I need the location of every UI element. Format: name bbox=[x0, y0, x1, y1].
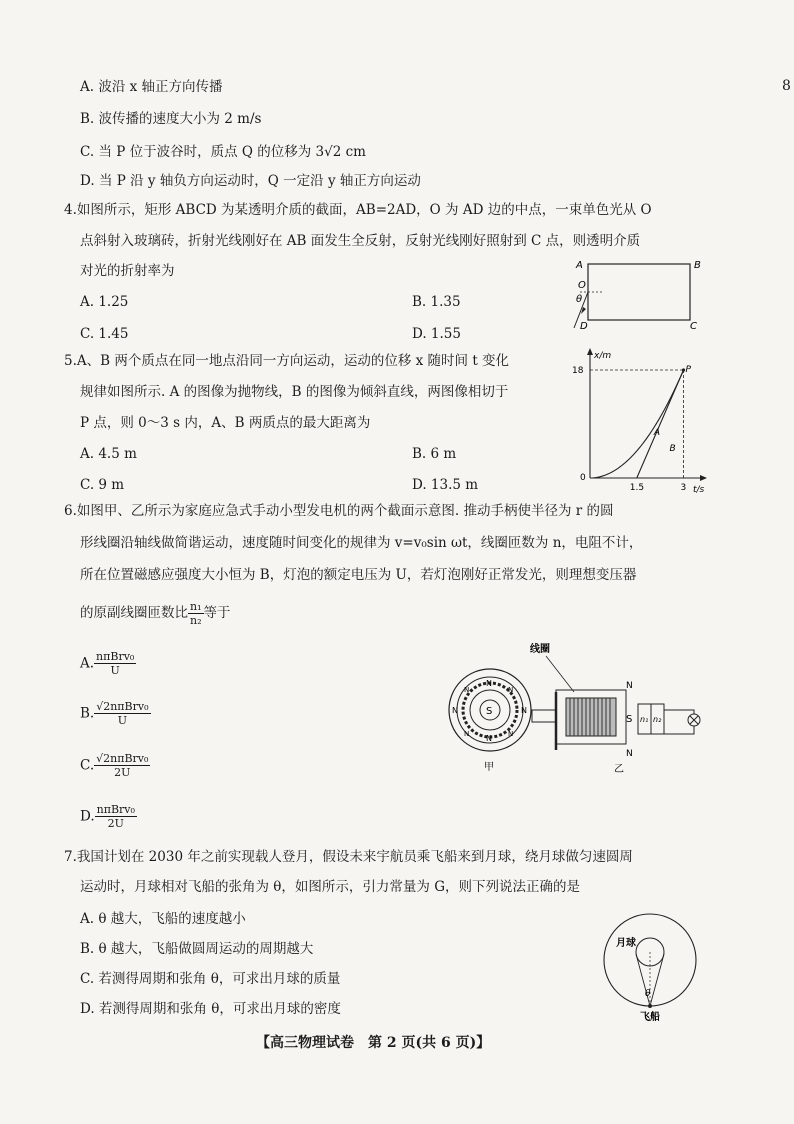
x-tick-3: 3 bbox=[680, 483, 687, 493]
q5-option-c: C. 9 m bbox=[80, 477, 125, 493]
chart-y-arrow bbox=[587, 348, 593, 355]
q4-option-a: A. 1.25 bbox=[80, 294, 129, 310]
chart-xlabel: t/s bbox=[693, 485, 705, 494]
q4-label-c: C bbox=[690, 321, 697, 332]
jia-label-n-bl: N bbox=[464, 730, 470, 738]
chart-origin-label: 0 bbox=[580, 473, 586, 483]
q7-option-c: C. 若测得周期和张角 θ，可求出月球的质量 bbox=[80, 971, 341, 987]
q6-figure-jia bbox=[446, 664, 536, 774]
q4-label-theta: θ bbox=[576, 294, 583, 305]
q7-ship-label: 飞船 bbox=[640, 1012, 660, 1022]
q7-option-b: B. θ 越大，飞船做圆周运动的周期越大 bbox=[80, 941, 314, 957]
yi-label-n-top: N bbox=[626, 681, 633, 691]
yi-label-n1: n₁ bbox=[640, 715, 649, 724]
q4-label-o: O bbox=[578, 280, 586, 291]
q5-option-b: B. 6 m bbox=[412, 446, 457, 462]
q3-option-a: A. 波沿 x 轴正方向传播 bbox=[80, 79, 223, 95]
series-a-label: A bbox=[653, 427, 661, 438]
yi-label-n2: n₂ bbox=[653, 715, 662, 724]
q5-option-d: D. 13.5 m bbox=[412, 477, 479, 493]
q7-option-d: D. 若测得周期和张角 θ，可求出月球的密度 bbox=[80, 1001, 341, 1017]
yi-label-n-bottom: N bbox=[626, 749, 633, 759]
y-tick-18: 18 bbox=[572, 366, 584, 376]
q6-stem-line-4: 的原副线圈匝数比 $\frac{\text{n₁}}{\text{n₂}}$ 等于 bbox=[80, 600, 231, 627]
series-b-label: B bbox=[669, 444, 676, 454]
q5-option-a: A. 4.5 m bbox=[80, 446, 137, 462]
q5-stem-line-2: 规律如图所示. A 的图像为抛物线，B 的图像为倾斜直线，两图像相切于 bbox=[80, 384, 509, 400]
q7-moon-label: 月球 bbox=[616, 938, 636, 949]
q3-option-c: C. 当 P 位于波谷时，质点 Q 的位移为 3√2 cm bbox=[80, 144, 366, 160]
page-footer: 【高三物理试卷 第 2 页(共 6 页)】 bbox=[256, 1035, 491, 1051]
q3-option-b: B. 波传播的速度大小为 2 m/s bbox=[80, 111, 262, 127]
q4-label-a: A bbox=[576, 260, 583, 271]
jia-label-n-bottom: N bbox=[486, 734, 492, 743]
q3-option-d: D. 当 P 沿 y 轴负方向运动时，Q 一定沿 y 轴正方向运动 bbox=[80, 173, 421, 189]
q4-option-c: C. 1.45 bbox=[80, 326, 129, 342]
q7-theta-label: θ bbox=[645, 989, 651, 999]
point-p-label: P bbox=[685, 365, 691, 375]
q6-stem-line-2: 形线圈沿轴线做简谐运动，速度随时间变化的规律为 v=v₀sin ωt，线圈匝数为 n，电阻不计， bbox=[80, 535, 643, 551]
q5-stem-line-1: 5.A、B 两个质点在同一地点沿同一方向运动，运动的位移 x 随时间 t 变化 bbox=[64, 353, 510, 369]
page-corner-mark: 8 bbox=[782, 78, 791, 94]
jia-label-n-right: N bbox=[521, 706, 527, 715]
q6-option-b: B. $\frac{\text{√2nπBrv₀}}{U}$ bbox=[80, 700, 149, 727]
q6-option-d: D. $\frac{\text{nπBrv₀}}{2U}$ bbox=[80, 803, 135, 830]
q7-stem-line-1: 7.我国计划在 2030 年之前实现载人登月，假设未来宇航员乘飞船来到月球，绕月球做匀速圆周 bbox=[64, 849, 633, 865]
figure-jia-caption: 甲 bbox=[484, 762, 494, 773]
q4-option-d: D. 1.55 bbox=[412, 326, 461, 342]
x-tick-1-5: 1.5 bbox=[629, 483, 645, 493]
series-b-line bbox=[637, 370, 684, 478]
q4-label-b: B bbox=[694, 260, 701, 271]
chart-x-arrow bbox=[700, 475, 707, 481]
q6-stem-line-3: 所在位置磁感应强度大小恒为 B，灯泡的额定电压为 U，若灯泡刚好正常发光，则理想变压器 bbox=[80, 567, 637, 583]
jia-label-n-tr: N bbox=[508, 686, 514, 694]
q7-orbit-figure bbox=[600, 912, 700, 1022]
jia-label-s: S bbox=[486, 706, 493, 717]
q5-xt-chart bbox=[568, 346, 713, 494]
q6-figure-yi bbox=[530, 640, 706, 774]
q4-stem-line-1: 4.如图所示，矩形 ABCD 为某透明介质的截面，AB=2AD，O 为 AD 边的中点，一束单色光从 O bbox=[64, 202, 652, 218]
yi-label-s: S bbox=[626, 714, 633, 725]
q4-label-d: D bbox=[580, 321, 588, 332]
q4-stem-line-3: 对光的折射率为 bbox=[80, 263, 175, 279]
chart-ylabel: x/m bbox=[594, 351, 612, 361]
q7-stem-line-2: 运动时，月球相对飞船的张角为 θ，如图所示，引力常量为 G，则下列说法正确的是 bbox=[80, 879, 580, 895]
jia-label-n-left: N bbox=[452, 706, 458, 715]
jia-label-n-br: N bbox=[508, 730, 514, 738]
q7-option-a: A. θ 越大，飞船的速度越小 bbox=[80, 911, 246, 927]
q6-option-c: C. $\frac{\text{√2nπBrv₀}}{2U}$ bbox=[80, 752, 149, 779]
q4-stem-line-2: 点斜射入玻璃砖，折射光线刚好在 AB 面发生全反射，反射光线刚好照射到 C 点，则透明介质 bbox=[80, 233, 641, 249]
q4-option-b: B. 1.35 bbox=[412, 294, 461, 310]
q5-stem-line-3: P 点，则 0～3 s 内，A、B 两质点的最大距离为 bbox=[80, 415, 371, 431]
q6-ratio-fraction: $\frac{\text{n₁}}{\text{n₂}}$ bbox=[190, 600, 202, 627]
figure-yi-caption: 乙 bbox=[614, 764, 624, 774]
q6-stem-line-1: 6.如图甲、乙所示为家庭应急式手动小型发电机的两个截面示意图. 推动手柄使半径为 r 的圆 bbox=[64, 503, 614, 519]
q4-rectangle-figure bbox=[566, 256, 706, 332]
figure-coil-label: 线圈 bbox=[530, 644, 550, 655]
jia-label-n-top: N bbox=[486, 679, 492, 688]
q6-option-a: A. $\frac{\text{nπBrv₀}}{U}$ bbox=[80, 650, 135, 677]
jia-label-n-tl: N bbox=[464, 686, 470, 694]
series-a-curve bbox=[590, 370, 684, 478]
